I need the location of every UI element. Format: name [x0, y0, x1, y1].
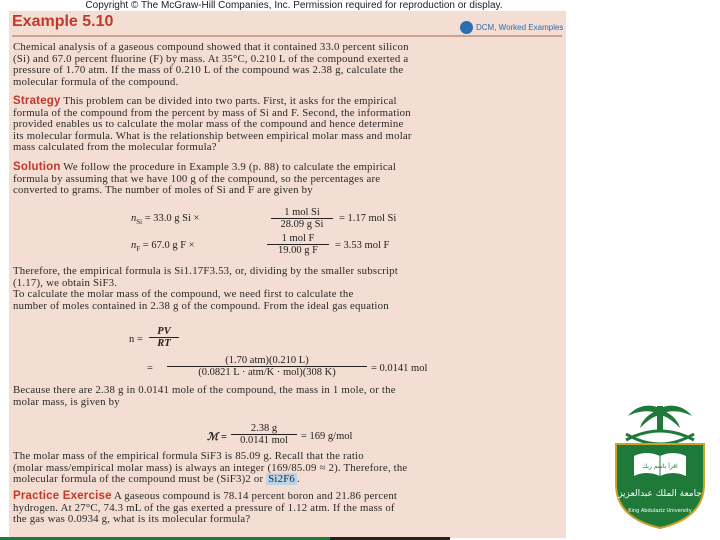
- result-f: = 3.53 mol F: [335, 240, 390, 251]
- disc-icon: [460, 21, 473, 34]
- text-line: hydrogen. At 27°C, 74.3 mL of the gas exerted a pressure of 1.12 atm. If the mass of: [13, 501, 395, 514]
- conclusion-paragraph: The molar mass of the empirical formula SiF3 is 85.09 g. Recall that the ratio (molar mass/empirical molar mass) is always an integer (169/85.09 ≈ 2). Therefore, the molecular formula of the compound must be (SiF3)2 or Si2F6 .: [13, 450, 408, 486]
- molar-eq-lhs: ℳ =: [207, 432, 227, 443]
- fraction-molar: [231, 423, 297, 446]
- text-line: (1.17), we obtain SiF3.: [13, 276, 118, 289]
- text-line: molecular formula of the compound must be (SiF3)2 or: [13, 473, 264, 486]
- text-line: molar mass, is given by: [13, 395, 120, 408]
- text-line: pressure of 1.70 atm. If the mass of 0.210 L of the compound was 2.38 g, calculate the: [13, 64, 404, 77]
- text-line: formula of the compound from the percent by mass of Si and F. Second, the information: [13, 106, 411, 119]
- fraction-denominator: 28.09 g Si: [280, 219, 324, 230]
- text-line: formula by assuming that we have 100 g of the compound, so the percentages are: [13, 172, 381, 185]
- strategy-paragraph: [13, 96, 412, 154]
- text-line: (molar mass/empirical molar mass) is always an integer (169/85.09 ≈ 2). Therefore, the: [13, 461, 408, 474]
- text-line: We follow the procedure in Example 3.9 (p. 88) to calculate the empirical: [60, 161, 397, 173]
- fraction-numerator: (1.70 atm)(0.210 L): [167, 355, 367, 367]
- equation-moles-si: [131, 213, 199, 226]
- solution-paragraph: [13, 162, 396, 197]
- fraction-numerator: 2.38 g: [231, 423, 297, 435]
- text-line: number of moles contained in 2.38 g of the compound. From the ideal gas equation: [13, 299, 389, 312]
- textbook-page: [9, 11, 566, 538]
- practice-heading: Practice Exercise: [13, 490, 112, 502]
- text-line: the gas was 0.0934 g, what is its molecular formula?: [13, 513, 251, 526]
- text-line: (Si) and 67.0 percent fluorine (F) by mass. At 35°C, 0.210 L of the compound exerted a: [13, 52, 409, 65]
- text-line: The molar mass of the empirical formula SiF3 is 85.09 g. Recall that the ratio: [13, 450, 364, 462]
- text-line: Chemical analysis of a gaseous compound showed that it contained 33.0 percent silicon: [13, 41, 409, 53]
- result-si: = 1.17 mol Si: [339, 213, 397, 224]
- text-line: provided enables us to calculate the molar mass of the compound and hence determine: [13, 118, 404, 131]
- logo-arabic-name: جامعة الملك عبدالعزيز: [618, 489, 702, 499]
- fraction-si: [271, 207, 333, 230]
- university-logo: [606, 400, 714, 532]
- solution-heading: Solution: [13, 161, 61, 173]
- fraction-pv-rt: [149, 326, 179, 349]
- eq-text: = 33.0 g Si ×: [144, 213, 200, 224]
- eq-text: = 67.0 g F ×: [142, 240, 195, 251]
- example-title: Example 5.10: [12, 13, 114, 30]
- answer-formula: Si2F6: [268, 473, 296, 486]
- fraction-f: [267, 233, 329, 256]
- eq-lhs: n: [131, 213, 137, 224]
- practice-paragraph: [13, 491, 397, 526]
- equation-moles-f: [131, 240, 195, 253]
- title-divider: [12, 35, 562, 37]
- worked-examples-badge[interactable]: [460, 20, 563, 34]
- gas-eq-result: = 0.0141 mol: [371, 363, 428, 374]
- text-line: its molecular formula. What is the relationship between empirical molar mass and molar: [13, 129, 412, 142]
- logo-banner-text: اقرأ باسم ربك: [642, 463, 678, 470]
- text-line: Therefore, the empirical formula is Si1.17F3.53, or, dividing by the smaller subscript: [13, 265, 398, 277]
- fraction-denominator: 0.0141 mol: [240, 435, 288, 446]
- text-line: mass calculated from the molecular formula?: [13, 141, 217, 154]
- copyright-line: Copyright © The McGraw-Hill Companies, Inc. Permission required for reproduction or display.: [85, 0, 503, 11]
- text-line: To calculate the molar mass of the compound, we need first to calculate the: [13, 288, 354, 301]
- gas-eq-lhs: n =: [129, 334, 143, 345]
- fraction-numerator: 1 mol F: [267, 233, 329, 245]
- fraction-numerator: 1 mol Si: [271, 207, 333, 219]
- text-line: A gaseous compound is 78.14 percent boron and 21.86 percent: [111, 490, 398, 502]
- molar-mass-paragraph: [13, 385, 396, 408]
- eq-lhs-sub: F: [136, 245, 141, 254]
- fraction-denominator: RT: [157, 338, 171, 349]
- fraction-gas: [167, 355, 367, 378]
- empirical-paragraph: [13, 266, 398, 312]
- molar-eq-result: = 169 g/mol: [301, 431, 353, 442]
- text-line: Because there are 2.38 g in 0.0141 mole of the compound, the mass in 1 mole, or the: [13, 384, 396, 396]
- badge-label: DCM, Worked Examples: [476, 22, 564, 32]
- text-line: This problem can be divided into two parts. First, it asks for the empirical: [60, 95, 397, 107]
- fraction-denominator: 19.00 g F: [278, 245, 318, 256]
- text-line: molecular formula of the compound.: [13, 75, 179, 88]
- logo-english-name: King Abdulaziz University: [628, 508, 692, 514]
- text-line: converted to grams. The number of moles of Si and F are given by: [13, 184, 313, 197]
- fraction-numerator: PV: [149, 326, 179, 338]
- gas-eq-equals: =: [147, 363, 153, 374]
- problem-paragraph: [13, 42, 409, 88]
- fraction-denominator: (0.0821 L · atm/K · mol)(308 K): [198, 367, 336, 378]
- eq-lhs-sub: Si: [136, 218, 143, 227]
- eq-lhs: n: [131, 240, 137, 251]
- strategy-heading: Strategy: [13, 95, 61, 107]
